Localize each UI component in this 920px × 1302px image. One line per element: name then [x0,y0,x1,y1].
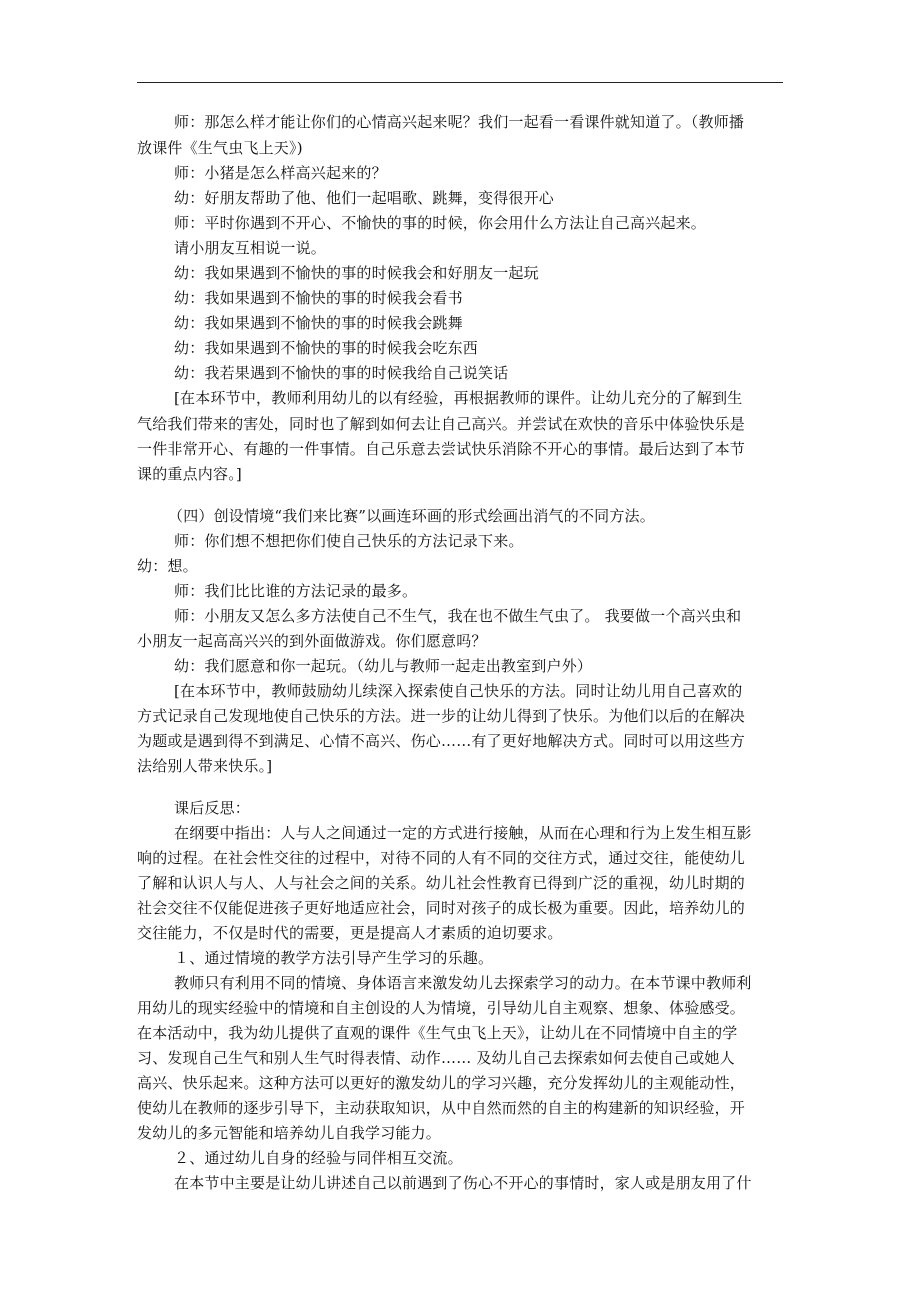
text-line: 师：那怎么样才能让你们的心情高兴起来呢？我们一起看一看课件就知道了。（教师播 [174,113,745,131]
header-rule [137,82,783,83]
text-line: 师：你们想不想把你们使自己快乐的方法记录下来。 [174,532,524,550]
text-line: 法给别人带来快乐。] [137,757,273,775]
text-line: 气给我们带来的害处，同时也了解到如何去让自己高兴。并尝试在欢快的音乐中体验快乐是 [137,415,746,433]
text-line: 课的重点内容。] [137,465,242,483]
text-line: 幼：好朋友帮助了他、他们一起唱歌、跳舞，变得很开心 [174,189,555,207]
text-line: 师：我们比比谁的方法记录的最多。 [174,582,418,600]
section-heading: （四）创设情境“我们来比赛”以画连环画的形式绘画出消气的不同方法。 [168,507,655,525]
text-line: 请小朋友互相说一说。 [174,239,327,257]
text-line: [在本环节中，教师鼓励幼儿续深入探索使自己快乐的方法。同时让幼儿用自己喜欢的 [174,682,743,700]
text-line: 高兴、快乐起来。这种方法可以更好的激发幼儿的学习兴趣，充分发挥幼儿的主观能动性， [137,1074,746,1092]
text-line: 师：小猪是怎么样高兴起来的？ [174,164,387,182]
text-line: 幼：我如果遇到不愉快的事的时候我会和好朋友一起玩 [174,264,539,282]
text-line: 幼：我若果遇到不愉快的事的时候我给自己说笑话 [174,364,509,382]
text-line: 为题或是遇到得不到满足、心情不高兴、伤心……有了更好地解决方式。同时可以用这些方 [137,732,746,750]
text-line: 在本活动中，我为幼儿提供了直观的课件《生气虫飞上天》，让幼儿在不同情境中自主的学 [137,1024,738,1042]
section-heading: 课后反思： [174,799,251,817]
text-line: 在本节中主要是让幼儿讲述自己以前遇到了伤心不开心的事情时，家人或是朋友用了什 [174,1174,752,1192]
text-line: [在本环节中，教师利用幼儿的以有经验，再根据教师的课件。让幼儿充分的了解到生 [174,389,743,407]
text-line: 一件非常开心、有趣的一件事情。自己乐意去尝试快乐消除不开心的事情。最后达到了本节 [137,440,746,458]
text-line: 在纲要中指出：人与人之间通过一定的方式进行接触，从而在心理和行为上发生相互影 [174,824,752,842]
text-line: 幼：想。 [137,557,198,575]
text-line: 幼：我们愿意和你一起玩。（幼儿与教师一起走出教室到户外） [174,657,593,675]
text-line: 发幼儿的多元智能和培养幼儿自我学习能力。 [137,1124,442,1142]
text-line: 幼：我如果遇到不愉快的事的时候我会吃东西 [174,339,479,357]
text-line: 教师只有利用不同的情境、身体语言来激发幼儿去探索学习的动力。在本节课中教师利 [174,974,752,992]
text-line: 使幼儿在教师的逐步引导下，主动获取知识，从中自然而然的自主的构建新的知识经验，开 [137,1099,746,1117]
text-line: 交往能力，不仅是时代的需要，更是提高人才素质的迫切要求。 [137,924,563,942]
text-line: 响的过程。在社会性交往的过程中，对待不同的人有不同的交往方式，通过交往，能使幼儿 [137,849,746,867]
text-line: 幼：我如果遇到不愉快的事的时候我会看书 [174,289,463,307]
numbered-heading: １、通过情境的教学方法引导产生学习的乐趣。 [174,949,494,967]
text-line: 师：平时你遇到不开心、不愉快的事的时候，你会用什么方法让自己高兴起来。 [174,214,707,232]
text-line: 方式记录自己发现地使自己快乐的方法。进一步的让幼儿得到了快乐。为他们以后的在解决 [137,707,746,725]
text-line: 用幼儿的现实经验中的情境和自主创设的人为情境，引导幼儿自主观察、想象、体验感受。 [137,999,746,1017]
text-line: 幼：我如果遇到不愉快的事的时候我会跳舞 [174,314,463,332]
numbered-heading: ２、通过幼儿自身的经验与同伴相互交流。 [174,1149,463,1167]
text-line: 习、发现自己生气和别人生气时得表情、动作…… 及幼儿自己去探索如何去使自己或她人 [137,1049,735,1067]
text-line: 小朋友一起高高兴兴的到外面做游戏。你们愿意吗？ [137,632,487,650]
text-line: 了解和认识人与人、人与社会之间的关系。幼儿社会性教育已得到广泛的重视，幼儿时期的 [137,874,746,892]
text-line: 社会交往不仅能促进孩子更好地适应社会，同时对孩子的成长极为重要。因此，培养幼儿的 [137,899,746,917]
text-line: 放课件《生气虫飞上天》) [137,139,303,157]
text-line: 师：小朋友又怎么多方法使自己不生气，我在也不做生气虫了。 我要做一个高兴虫和 [174,607,742,625]
